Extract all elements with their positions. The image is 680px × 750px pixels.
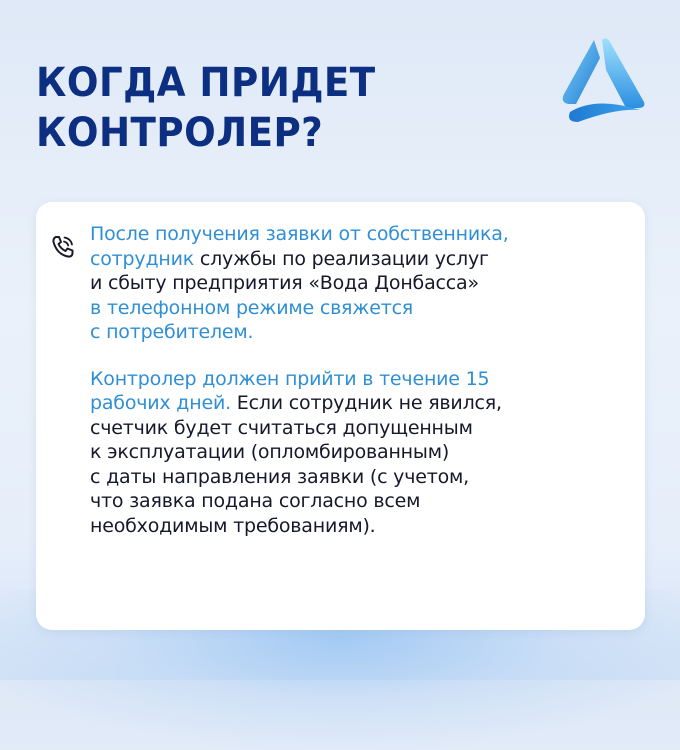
p2-line-2-rest: Если сотрудник не явился,: [230, 392, 502, 414]
p1-line-2-rest: службы по реализации услуг: [194, 247, 489, 270]
p1-line-4: в телефонном режиме свяжется: [90, 296, 414, 319]
p1-line-2: [90, 247, 635, 272]
company-logo-icon: [556, 36, 648, 122]
p2-line-3: счетчик будет считаться допущенным: [90, 416, 473, 439]
info-card: [36, 202, 645, 630]
p2-line-4: к эксплуатации (опломбированным): [90, 441, 450, 463]
p2-line-2: [90, 391, 635, 416]
p2-line-2-highlight: рабочих дней.: [90, 392, 231, 414]
p2-line-5: с даты направления заявки (с учетом,: [90, 465, 469, 488]
paragraph-1: [90, 222, 635, 345]
page-title: [36, 58, 376, 158]
phone-icon: [50, 234, 76, 260]
paragraph-2: [90, 367, 635, 539]
card-text: [90, 222, 635, 538]
p1-line-5: с потребителем.: [90, 321, 254, 343]
p1-line-2-highlight: сотрудник: [90, 247, 195, 270]
title-line-2: КОНТРОЛЕР?: [36, 110, 324, 156]
p1-line-3: и сбыту предприятия «Вода Донбасса»: [90, 272, 479, 294]
p2-line-7: необходимым требованиям).: [90, 514, 376, 537]
title-line-1: КОГДА ПРИДЕТ: [36, 60, 376, 106]
p1-line-1: После получения заявки от собственника,: [90, 223, 509, 245]
p2-line-6: что заявка подана согласно всем: [90, 490, 421, 512]
p2-line-1: Контролер должен прийти в течение 15: [90, 367, 490, 390]
